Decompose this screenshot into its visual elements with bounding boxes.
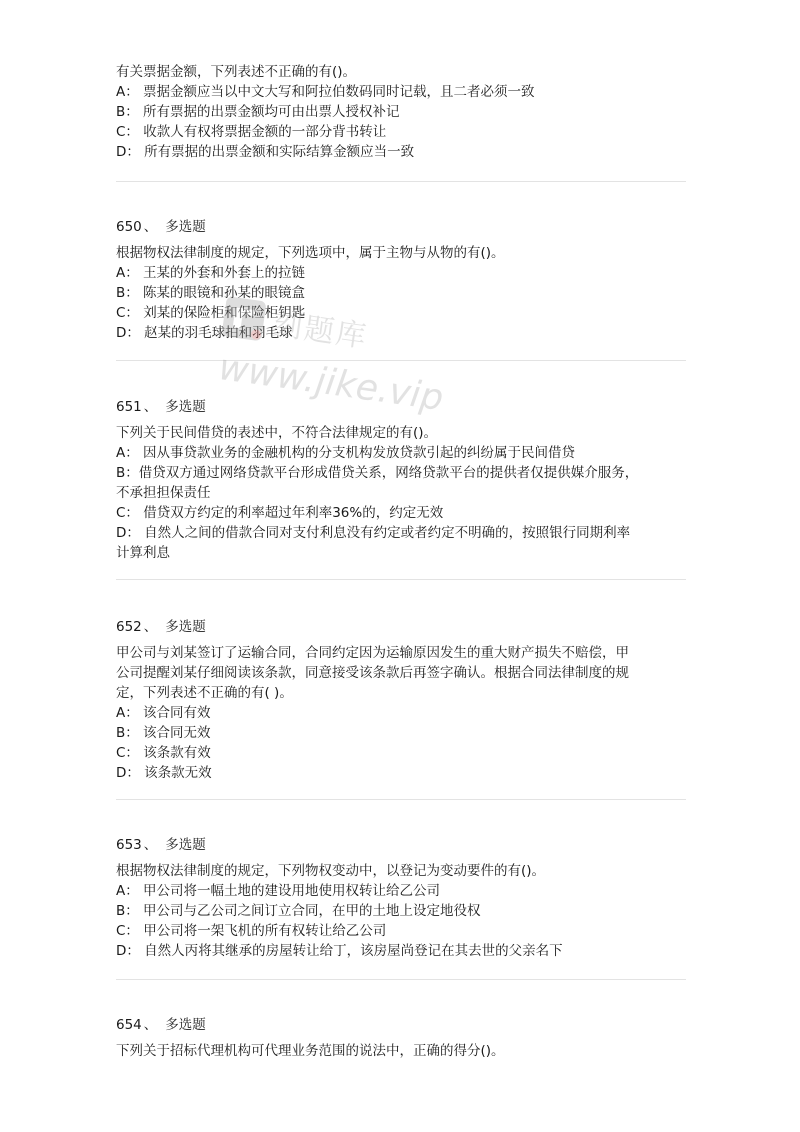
question-653 [116, 835, 686, 961]
divider [116, 799, 686, 800]
question-number: 652 [116, 619, 142, 635]
question-stem-line-1: 甲公司与刘某签订了运输合同，合同约定因为运输原因发生的重大财产损失不赔偿，甲 [116, 645, 629, 661]
option-c: C： 借贷双方约定的利率超过年利率36%的，约定无效 [116, 505, 444, 521]
question-stem: 下列关于招标代理机构可代理业务范围的说法中，正确的得分()。 [116, 1043, 505, 1059]
separator: 、 [143, 619, 158, 635]
question-header [116, 617, 686, 637]
divider [116, 979, 686, 980]
question-stem-line-2: 公司提醒刘某仔细阅读该条款，同意接受该条款后再签字确认。根据合同法律制度的规 [116, 665, 629, 681]
option-d: D： 自然人丙将其继承的房屋转让给丁，该房屋尚登记在其去世的父亲名下 [116, 943, 563, 959]
option-b: B： 陈某的眼镜和孙某的眼镜盒 [116, 285, 306, 301]
separator: 、 [143, 1017, 158, 1033]
divider [116, 579, 686, 580]
question-header [116, 217, 686, 237]
divider [116, 181, 686, 182]
watermark-url: www.jike.vip [216, 347, 446, 420]
question-type: 多选题 [165, 399, 206, 415]
question-651 [116, 397, 686, 563]
option-d: D： 赵某的羽毛球拍和羽毛球 [116, 325, 293, 341]
question-type: 多选题 [165, 219, 206, 235]
option-b: B：借贷双方通过网络贷款平台形成借贷关系，网络贷款平台的提供者仅提供媒介服务， [116, 465, 639, 481]
option-a: A： 王某的外套和外套上的拉链 [116, 265, 306, 281]
option-b: B： 所有票据的出票金额均可由出票人授权补记 [116, 104, 400, 120]
watermark-brand: 刻题库 [270, 306, 370, 355]
separator: 、 [143, 399, 158, 415]
option-b-continued: 不承担担保责任 [116, 485, 211, 501]
separator: 、 [143, 219, 158, 235]
question-stem: 根据物权法律制度的规定，下列选项中，属于主物与从物的有()。 [116, 245, 505, 261]
option-c: C： 收款人有权将票据金额的一部分背书转让 [116, 124, 387, 140]
question-header [116, 397, 686, 417]
option-d: D： 自然人之间的借款合同对支付利息没有约定或者约定不明确的，按照银行同期利率 [116, 525, 631, 541]
option-a: A： 票据金额应当以中文大写和阿拉伯数码同时记载，且二者必须一致 [116, 84, 535, 100]
question-number: 654 [116, 1017, 142, 1033]
question-header [116, 1015, 686, 1035]
divider [116, 360, 686, 361]
option-a: A： 该合同有效 [116, 705, 211, 721]
question-stem: 根据物权法律制度的规定，下列物权变动中，以登记为变动要件的有()。 [116, 863, 546, 879]
option-d-continued: 计算利息 [116, 545, 170, 561]
question-number: 651 [116, 399, 142, 415]
question-type: 多选题 [165, 619, 206, 635]
option-a: A： 甲公司将一幅土地的建设用地使用权转让给乙公司 [116, 883, 441, 899]
option-b: B： 甲公司与乙公司之间订立合同，在甲的土地上设定地役权 [116, 903, 481, 919]
question-stem: 有关票据金额，下列表述不正确的有()。 [116, 64, 357, 80]
option-d: D： 所有票据的出票金额和实际结算金额应当一致 [116, 144, 415, 160]
option-d: D： 该条款无效 [116, 765, 212, 781]
option-c: C： 该条款有效 [116, 745, 211, 761]
question-number: 650 [116, 219, 142, 235]
question-number: 653 [116, 837, 142, 853]
question-stem-line-3: 定，下列表述不正确的有( )。 [116, 685, 293, 701]
option-a: A： 因从事贷款业务的金融机构的分支机构发放贷款引起的纠纷属于民间借贷 [116, 445, 576, 461]
option-b: B： 该合同无效 [116, 725, 211, 741]
question-header [116, 835, 686, 855]
option-c: C： 刘某的保险柜和保险柜钥匙 [116, 305, 306, 321]
option-c: C： 甲公司将一架飞机的所有权转让给乙公司 [116, 923, 387, 939]
question-654 [116, 1015, 686, 1061]
separator: 、 [143, 837, 158, 853]
question-stem: 下列关于民间借贷的表述中，不符合法律规定的有()。 [116, 425, 438, 441]
question-type: 多选题 [165, 1017, 206, 1033]
question-type: 多选题 [165, 837, 206, 853]
question-650 [116, 217, 686, 343]
question-652 [116, 617, 686, 783]
question-continued [116, 62, 686, 162]
